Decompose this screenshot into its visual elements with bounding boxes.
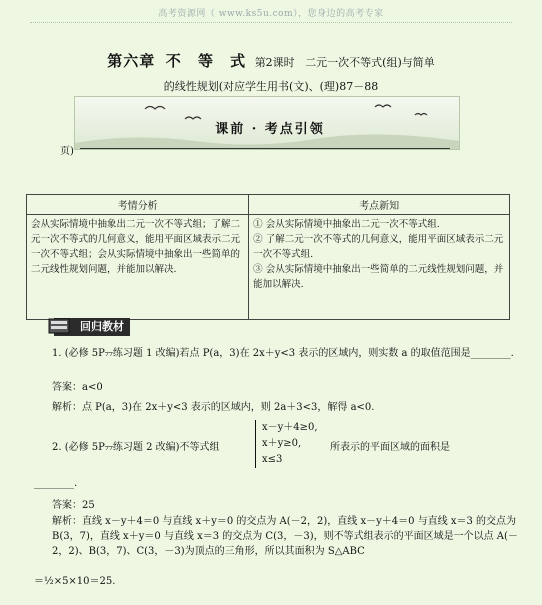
knowledge-item: ③ 会从实际情境中抽象出一些简单的二元线性规划问题，并能加以解决.	[253, 264, 504, 290]
book-icon	[48, 316, 72, 336]
table-header-new-knowledge: 考点新知	[249, 195, 510, 215]
knowledge-item: ① 会从实际情境中抽象出二元一次不等式组.	[253, 219, 440, 230]
system-row: x＋y≥0,	[262, 438, 302, 449]
overview-table	[26, 194, 510, 320]
analysis-cell: 会从实际情境中抽象出二元一次不等式组；了解二元一次不等式的几何意义，能用平面区域表示二元一次不等式组；会从实际情境中抽象出一些简单的二元线性规划问题，并能加以解决.	[27, 215, 249, 320]
chapter-title: 不 等 式	[165, 52, 252, 70]
question-2-suffix: 所表示的平面区域的面积是	[330, 442, 450, 453]
page-mark: 页)	[60, 146, 74, 157]
chapter-label: 第六章	[107, 52, 156, 70]
solution-1: 解析：点 P(a，3)在 2x＋y<3 表示的区域内，则 2a＋3<3，解得 a<0.	[52, 402, 375, 413]
table-header-analysis: 考情分析	[27, 195, 249, 215]
inequality-system	[255, 420, 318, 468]
question-2-prefix: 2. (必修 5P₇₇练习题 2 改编)不等式组	[52, 442, 220, 453]
answer-blank: ________.	[34, 478, 78, 489]
system-row: x－y＋4≥0,	[262, 422, 318, 433]
header-divider	[30, 22, 512, 23]
solution-2-end: ＝½×5×10＝25.	[34, 576, 116, 587]
header-note: 高考资源网（ www.ks5u.com），您身边的高考专家	[158, 9, 384, 19]
solution-2: 解析：直线 x－y＋4＝0 与直线 x＋y＝0 的交点为 A(－2，2)，直线 x－y＋4＝0 与直线 x＝3 的交点为 B(3，7)，直线 x＋y＝0 与直线 x＝3 的交点为 C(3，－3)，则不等式组表示的平面区域是一个以点 A(－2，2)、B(3，7)、C(3，－3)为顶点的三角形，所以其面积为 S△ABC	[52, 516, 518, 557]
page-title	[0, 50, 542, 71]
banner-label: 课前 · 考点引领	[215, 122, 325, 137]
subtitle: 的线性规划(对应学生用书(文)、(理)87－88	[163, 80, 379, 93]
knowledge-item: ② 了解二元一次不等式的几何意义，能用平面区域表示二元一次不等式组.	[253, 234, 504, 260]
question-1: 1. (必修 5P₇₇练习题 1 改编)若点 P(a，3)在 2x＋y<3 表示的区域内，则实数 a 的取值范围是________.	[52, 348, 514, 359]
answer-1: 答案：a<0	[52, 382, 103, 393]
system-row: x≤3	[262, 454, 283, 465]
answer-2: 答案：25	[52, 500, 95, 511]
lesson-label: 第2课时	[254, 56, 295, 69]
topic-label: 二元一次不等式(组)与简单	[305, 56, 435, 69]
divider	[80, 148, 450, 149]
knowledge-cell	[249, 215, 510, 320]
section-heading: 回归教材	[54, 318, 130, 336]
